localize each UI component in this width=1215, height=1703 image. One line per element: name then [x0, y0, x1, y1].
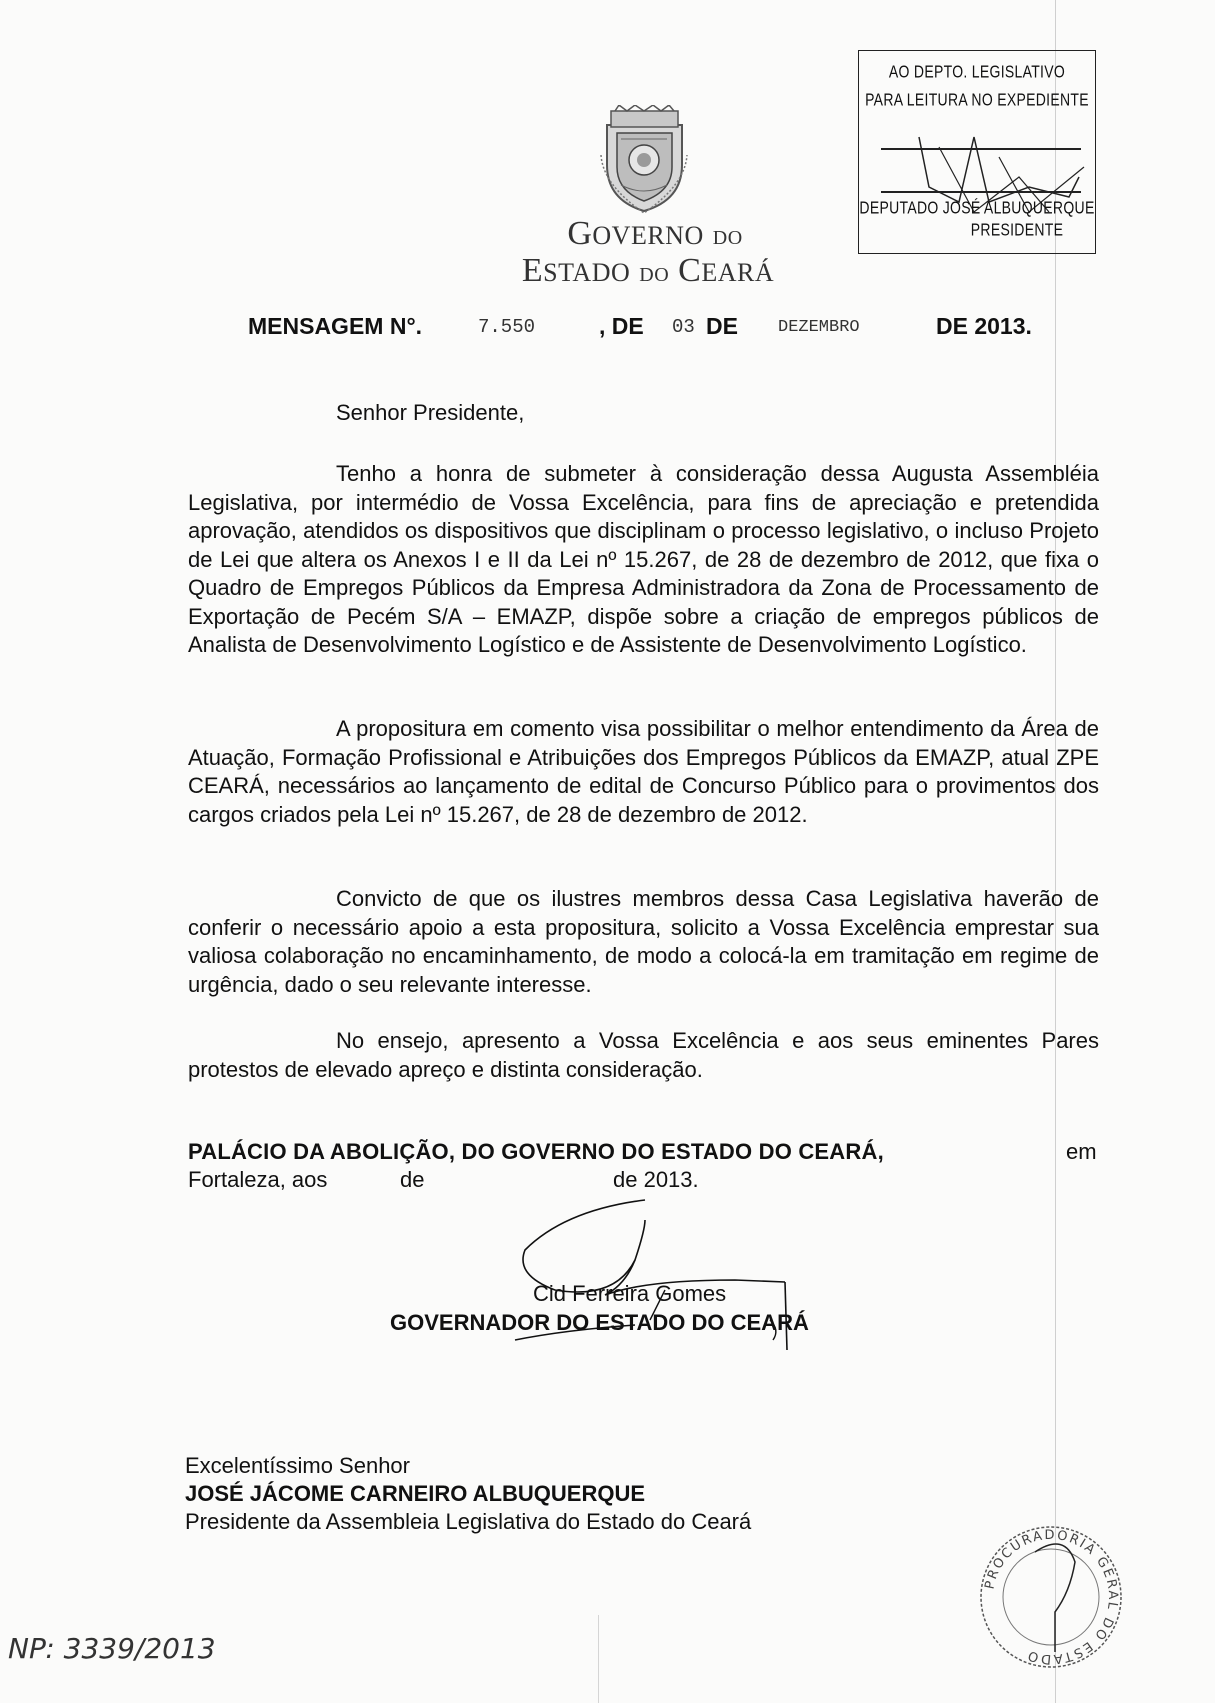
letterhead-line-1: GOVERNO DO: [567, 215, 743, 252]
signer-title: GOVERNADOR DO ESTADO DO CEARÁ: [390, 1310, 809, 1335]
addressee-name: JOSÉ JÁCOME CARNEIRO ALBUQUERQUE: [185, 1481, 646, 1506]
protocol-number: NP: 3339/2013: [8, 1632, 216, 1665]
scan-fold-line: [598, 1615, 599, 1703]
paragraph-1: Tenho a honra de submeter à consideração dessa Augusta Assembléia Legislativa, por intermédio de Vossa Excelência, para fins de apreciação e pretendida aprovação, atendidos os dispositivos que disciplinam o processo legislativo, o incluso Projeto de Lei que altera os Anexos I e II da Lei nº 15.267, de 28 de dezembro de 2012, que fixa o Quadro de Empregos Públicos da Empresa Administradora da Zona de Processamento de Exportação de Pecém S/A – EMAZP, dispõe sobre a criação de empregos públicos de Analista de Desenvolvimento Logístico e de Assistente de Desenvolvimento Logístico.: [188, 461, 1099, 657]
stamp-line-1: AO DEPTO. LEGISLATIVO: [888, 61, 1066, 81]
addressee-greeting: Excelentíssimo Senhor: [185, 1453, 410, 1478]
message-de-2: DE: [706, 313, 738, 339]
attorney-general-seal-icon: [975, 1522, 1127, 1672]
addressee-role: Presidente da Assembleia Legislativa do Estado do Ceará: [185, 1509, 752, 1534]
stamp-line-2: PARA LEITURA NO EXPEDIENTE: [865, 89, 1089, 109]
paragraph-4: No ensejo, apresento a Vossa Excelência e aos seus eminentes Pares protestos de elevado apreço e distinta consideração.: [188, 1028, 1099, 1082]
coat-of-arms-icon: [597, 105, 692, 215]
stamp-signer-name: DEPUTADO JOSÉ ALBUQUERQUE: [859, 197, 1095, 217]
message-day: 03: [672, 316, 695, 338]
message-year: DE 2013.: [936, 313, 1032, 339]
svg-text:PROCURADORIA GERAL DO ESTADO: PROCURADORIA GERAL DO ESTADO: [982, 1527, 1121, 1667]
paragraph-2: A propositura em comento visa possibilitar o melhor entendimento da Área de Atuação, Formação Profissional e Atribuições dos Empregos Públicos da EMAZP, atual ZPE CEARÁ, necessários ao lançamento de edital de Concurso Público para o provimentos dos cargos criados pela Lei nº 15.267, de 28 de dezembro de 2012.: [188, 716, 1099, 827]
scan-edge-line: [1055, 0, 1056, 1703]
reception-stamp: [858, 50, 1096, 254]
message-de-1: , DE: [599, 313, 644, 339]
message-label: MENSAGEM N°.: [248, 313, 423, 339]
salutation: Senhor Presidente,: [336, 400, 525, 425]
signer-name: Cid Ferreira Gomes: [533, 1281, 727, 1306]
paragraph-3: Convicto de que os ilustres membros dessa Casa Legislativa haverão de conferir o necessário apoio a esta propositura, solicito a Vossa Excelência emprestar sua valiosa colaboração no encaminhamento, de modo a colocá-la em tramitação em regime de urgência, dado o seu relevante interesse.: [188, 886, 1099, 997]
message-number: 7.550: [478, 316, 536, 338]
letterhead-line-2: ESTADO DO CEARÁ: [521, 252, 775, 289]
closing-palace: PALÁCIO DA ABOLIÇÃO, DO GOVERNO DO ESTADO DO CEARÁ, em: [188, 1139, 1097, 1164]
stamp-signer-role: PRESIDENTE: [970, 219, 1064, 239]
message-month: DEZEMBRO: [778, 318, 860, 337]
closing-date: Fortaleza, aos de de 2013.: [188, 1167, 699, 1192]
